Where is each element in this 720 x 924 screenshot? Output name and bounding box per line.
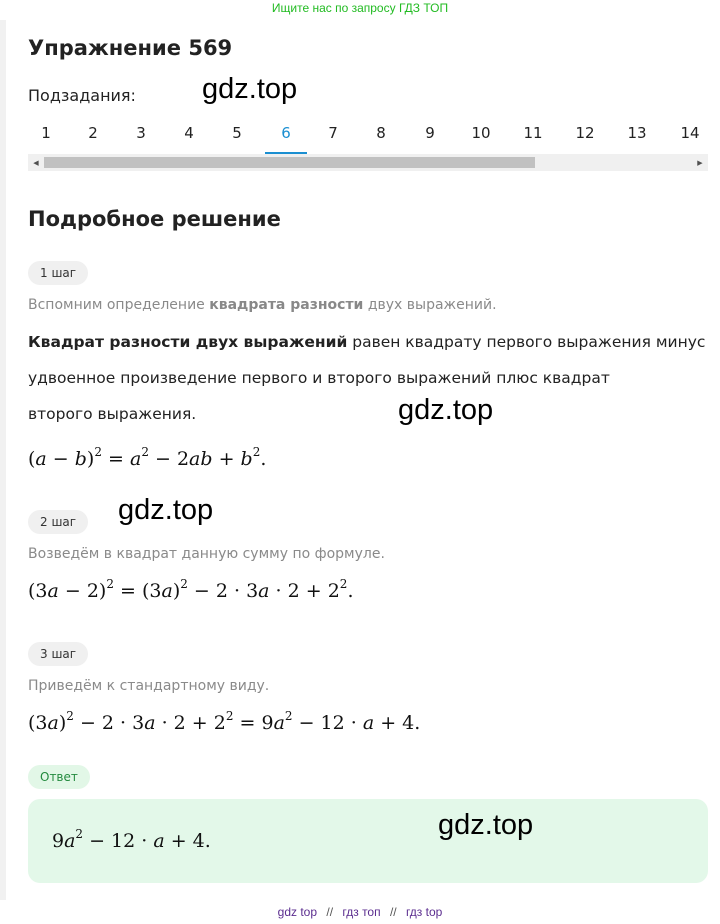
footer-separator: // <box>326 905 334 919</box>
solution-title: Подробное решение <box>28 207 281 231</box>
tab-13[interactable]: 13 <box>627 124 647 142</box>
step-1-badge: 1 шаг <box>28 261 88 285</box>
tab-9[interactable]: 9 <box>425 124 435 142</box>
step-2-formula: $(3a - 2)^2 = (3a)^2 - 2 \cdot 3a \cdot 2 + 2^2$. <box>28 577 354 602</box>
tab-5[interactable]: 5 <box>232 124 242 142</box>
watermark: gdz.top <box>118 494 214 526</box>
tab-8[interactable]: 8 <box>376 124 386 142</box>
tab-6[interactable]: 6 <box>281 124 291 142</box>
step-3-badge: 3 шаг <box>28 642 88 666</box>
footer-link-2[interactable]: гдз топ <box>342 905 381 919</box>
footer-link-3[interactable]: гдз top <box>405 905 443 919</box>
tab-3[interactable]: 3 <box>136 124 146 142</box>
step-1-hint: Вспомним определение квадрата разности двух выражений. <box>28 297 497 313</box>
answer-box <box>28 799 708 883</box>
subtask-tabs <box>28 118 708 154</box>
step-1-formula: $(a - b)^2 = a^2 - 2ab + b^2$. <box>28 445 267 470</box>
footer-separator: // <box>389 905 397 919</box>
step-1-definition: Квадрат разности двух выражений равен квадрату первого выражения минус удвоенное произведение первого и второго выражений плюс квадрат второго выражения. <box>28 333 706 423</box>
tab-7[interactable]: 7 <box>328 124 338 142</box>
subtasks-label: Подзадания: <box>28 86 136 105</box>
step-2-hint: Возведём в квадрат данную сумму по формуле. <box>28 546 385 562</box>
answer-badge: Ответ <box>28 765 90 789</box>
step-3-hint: Приведём к стандартному виду. <box>28 678 270 694</box>
top-banner[interactable]: Ищите нас по запросу ГДЗ ТОП <box>271 1 449 15</box>
tab-2[interactable]: 2 <box>88 124 98 142</box>
scroll-right-arrow-icon[interactable]: ▶ <box>697 158 703 167</box>
watermark: gdz.top <box>398 394 494 426</box>
tab-12[interactable]: 12 <box>575 124 595 142</box>
tab-4[interactable]: 4 <box>184 124 194 142</box>
tab-1[interactable]: 1 <box>41 124 51 142</box>
tab-10[interactable]: 10 <box>471 124 491 142</box>
tab-14[interactable]: 14 <box>680 124 700 142</box>
answer-formula: $9a^2 - 12 \cdot a + 4$. <box>52 827 211 852</box>
scrollbar-thumb[interactable] <box>44 157 535 168</box>
footer-link-1[interactable]: gdz top <box>277 905 318 919</box>
watermark: gdz.top <box>438 809 534 841</box>
step-2-badge: 2 шаг <box>28 510 88 534</box>
watermark: gdz.top <box>202 73 298 105</box>
page-title: Упражнение 569 <box>28 36 233 60</box>
left-edge-strip <box>0 20 6 900</box>
step-3-formula: $(3a)^2 - 2 \cdot 3a \cdot 2 + 2^2 = 9a^2 - 12 \cdot a + 4$. <box>28 709 421 734</box>
scroll-left-arrow-icon[interactable]: ◀ <box>33 158 39 167</box>
tabs-scrollbar[interactable] <box>28 154 708 171</box>
tab-11[interactable]: 11 <box>523 124 543 142</box>
footer-links <box>0 905 720 919</box>
